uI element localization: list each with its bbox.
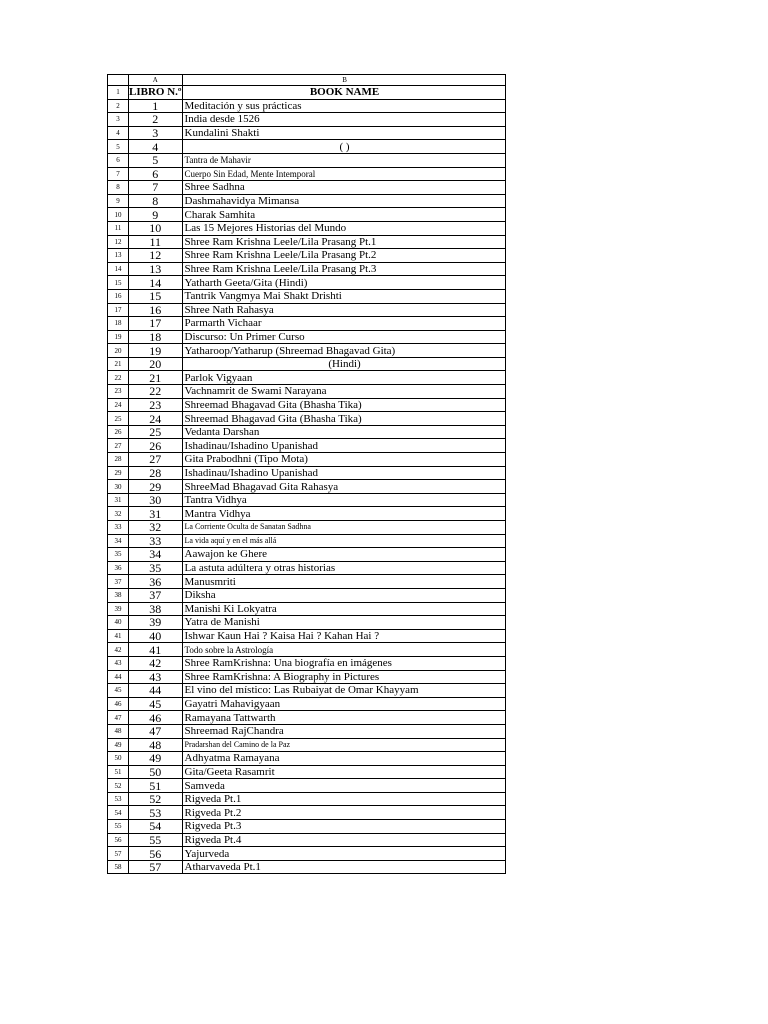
row-number: 7 <box>108 167 129 181</box>
table-row <box>108 221 506 235</box>
book-number: 39 <box>129 616 183 630</box>
table-row <box>108 480 506 494</box>
row-number: 43 <box>108 656 129 670</box>
row-number: 11 <box>108 221 129 235</box>
table-row <box>108 860 506 874</box>
book-name: Dashmahavidya Mimansa <box>182 194 505 208</box>
book-number: 28 <box>129 466 183 480</box>
row-number: 14 <box>108 262 129 276</box>
book-name: Yatharth Geeta/Gita (Hindi) <box>182 276 505 290</box>
row-number: 33 <box>108 521 129 535</box>
book-name: El vino del místico: Las Rubaiyat de Omar Khayyam <box>182 684 505 698</box>
book-number: 47 <box>129 724 183 738</box>
table-row <box>108 833 506 847</box>
book-name: Shree Sadhna <box>182 181 505 195</box>
row-number: 1 <box>108 86 129 100</box>
book-name: Tantra Vidhya <box>182 493 505 507</box>
book-number: 6 <box>129 167 183 181</box>
book-number: 3 <box>129 126 183 140</box>
book-name: Manishi Ki Lokyatra <box>182 602 505 616</box>
book-number: 36 <box>129 575 183 589</box>
table-row <box>108 765 506 779</box>
row-number: 17 <box>108 303 129 317</box>
book-number: 43 <box>129 670 183 684</box>
row-number: 10 <box>108 208 129 222</box>
book-number: 41 <box>129 643 183 657</box>
row-number: 27 <box>108 439 129 453</box>
book-name: Rigveda Pt.1 <box>182 792 505 806</box>
table-row <box>108 466 506 480</box>
table-row <box>108 126 506 140</box>
row-number: 20 <box>108 344 129 358</box>
row-number: 23 <box>108 385 129 399</box>
row-number: 52 <box>108 779 129 793</box>
book-name: Gita/Geeta Rasamrit <box>182 765 505 779</box>
book-name: Rigveda Pt.2 <box>182 806 505 820</box>
book-name: Las 15 Mejores Historias del Mundo <box>182 221 505 235</box>
row-number: 39 <box>108 602 129 616</box>
book-number: 15 <box>129 289 183 303</box>
table-row <box>108 548 506 562</box>
book-name: Shreemad RajChandra <box>182 724 505 738</box>
row-number: 47 <box>108 711 129 725</box>
book-name: Parmarth Vichaar <box>182 317 505 331</box>
row-number: 54 <box>108 806 129 820</box>
book-number: 18 <box>129 330 183 344</box>
table-row <box>108 670 506 684</box>
table-row <box>108 208 506 222</box>
row-number: 22 <box>108 371 129 385</box>
book-name: India desde 1526 <box>182 113 505 127</box>
book-name: Yatharoop/Yatharup (Shreemad Bhagavad Gita) <box>182 344 505 358</box>
book-number: 13 <box>129 262 183 276</box>
table-row <box>108 235 506 249</box>
book-number: 11 <box>129 235 183 249</box>
book-number: 55 <box>129 833 183 847</box>
table-row <box>108 317 506 331</box>
table-row <box>108 493 506 507</box>
sheet-body <box>108 75 506 874</box>
book-name: Vedanta Darshan <box>182 425 505 439</box>
book-number: 2 <box>129 113 183 127</box>
row-number: 34 <box>108 534 129 548</box>
row-number: 53 <box>108 792 129 806</box>
book-number: 27 <box>129 453 183 467</box>
book-name: La astuta adúltera y otras historias <box>182 561 505 575</box>
table-row <box>108 820 506 834</box>
row-number: 36 <box>108 561 129 575</box>
book-name: Diksha <box>182 588 505 602</box>
row-number: 19 <box>108 330 129 344</box>
row-number: 30 <box>108 480 129 494</box>
book-number: 52 <box>129 792 183 806</box>
book-number: 34 <box>129 548 183 562</box>
row-number: 49 <box>108 738 129 752</box>
row-number: 35 <box>108 548 129 562</box>
table-row <box>108 684 506 698</box>
book-number: 38 <box>129 602 183 616</box>
row-number: 55 <box>108 820 129 834</box>
book-name: Yajurveda <box>182 847 505 861</box>
table-row <box>108 398 506 412</box>
book-number: 50 <box>129 765 183 779</box>
row-number: 56 <box>108 833 129 847</box>
row-number: 57 <box>108 847 129 861</box>
book-number: 16 <box>129 303 183 317</box>
book-number: 42 <box>129 656 183 670</box>
book-number: 48 <box>129 738 183 752</box>
book-number: 20 <box>129 357 183 371</box>
corner-cell <box>108 75 129 86</box>
book-name: Manusmriti <box>182 575 505 589</box>
book-number: 45 <box>129 697 183 711</box>
table-row <box>108 738 506 752</box>
row-number: 15 <box>108 276 129 290</box>
book-name: Ishadinau/Ishadino Upanishad <box>182 466 505 480</box>
table-row <box>108 249 506 263</box>
book-name: Kundalini Shakti <box>182 126 505 140</box>
table-row <box>108 561 506 575</box>
book-number: 7 <box>129 181 183 195</box>
book-name: Gita Prabodhni (Tipo Mota) <box>182 453 505 467</box>
book-name: Rigveda Pt.3 <box>182 820 505 834</box>
book-name: Shree Ram Krishna Leele/Lila Prasang Pt.1 <box>182 235 505 249</box>
book-name: Shree RamKrishna: A Biography in Pictures <box>182 670 505 684</box>
book-number: 5 <box>129 153 183 167</box>
book-name: Tantrik Vangmya Mai Shakt Drishti <box>182 289 505 303</box>
row-number: 50 <box>108 752 129 766</box>
book-name: Gayatri Mahavigyaan <box>182 697 505 711</box>
book-number: 8 <box>129 194 183 208</box>
book-number: 29 <box>129 480 183 494</box>
table-row <box>108 289 506 303</box>
book-number: 44 <box>129 684 183 698</box>
book-name: Parlok Vigyaan <box>182 371 505 385</box>
table-row <box>108 181 506 195</box>
row-number: 9 <box>108 194 129 208</box>
book-name: Discurso: Un Primer Curso <box>182 330 505 344</box>
row-number: 25 <box>108 412 129 426</box>
book-name: Shree RamKrishna: Una biografía en imágenes <box>182 656 505 670</box>
table-row <box>108 330 506 344</box>
book-name: Ishadinau/Ishadino Upanishad <box>182 439 505 453</box>
table-row <box>108 303 506 317</box>
book-number: 54 <box>129 820 183 834</box>
book-number: 23 <box>129 398 183 412</box>
table-row <box>108 656 506 670</box>
book-number: 14 <box>129 276 183 290</box>
row-number: 45 <box>108 684 129 698</box>
row-number: 12 <box>108 235 129 249</box>
row-number: 13 <box>108 249 129 263</box>
book-name: Shreemad Bhagavad Gita (Bhasha Tika) <box>182 412 505 426</box>
table-row <box>108 534 506 548</box>
row-number: 3 <box>108 113 129 127</box>
book-name: Meditación y sus prácticas <box>182 99 505 113</box>
table-row <box>108 453 506 467</box>
book-number: 1 <box>129 99 183 113</box>
table-row <box>108 697 506 711</box>
row-number: 44 <box>108 670 129 684</box>
row-number: 37 <box>108 575 129 589</box>
book-name: (Hindi) <box>182 357 505 371</box>
book-number: 53 <box>129 806 183 820</box>
book-name: Ishwar Kaun Hai ? Kaisa Hai ? Kahan Hai ? <box>182 629 505 643</box>
row-number: 28 <box>108 453 129 467</box>
book-name: Shree Nath Rahasya <box>182 303 505 317</box>
table-row <box>108 847 506 861</box>
book-number: 12 <box>129 249 183 263</box>
table-row <box>108 153 506 167</box>
row-number: 51 <box>108 765 129 779</box>
row-number: 26 <box>108 425 129 439</box>
table-row <box>108 752 506 766</box>
table-row <box>108 99 506 113</box>
book-name-header: BOOK NAME <box>182 86 505 100</box>
table-row <box>108 629 506 643</box>
book-name: Yatra de Manishi <box>182 616 505 630</box>
book-number: 17 <box>129 317 183 331</box>
book-number: 22 <box>129 385 183 399</box>
table-row <box>108 357 506 371</box>
table-row <box>108 588 506 602</box>
row-number: 24 <box>108 398 129 412</box>
table-row <box>108 371 506 385</box>
row-number: 8 <box>108 181 129 195</box>
table-row <box>108 792 506 806</box>
book-list-sheet <box>107 74 506 874</box>
row-number: 48 <box>108 724 129 738</box>
table-row <box>108 276 506 290</box>
book-number: 51 <box>129 779 183 793</box>
book-number: 26 <box>129 439 183 453</box>
book-name: Rigveda Pt.4 <box>182 833 505 847</box>
book-name: La vida aquí y en el más allá <box>182 534 505 548</box>
book-number: 30 <box>129 493 183 507</box>
book-name: Atharvaveda Pt.1 <box>182 860 505 874</box>
book-name: ( ) <box>182 140 505 154</box>
book-number: 21 <box>129 371 183 385</box>
book-number: 33 <box>129 534 183 548</box>
book-name: Samveda <box>182 779 505 793</box>
table-row <box>108 643 506 657</box>
table-row <box>108 412 506 426</box>
book-name: Pradarshan del Camino de la Paz <box>182 738 505 752</box>
book-name: Aawajon ke Ghere <box>182 548 505 562</box>
table-row <box>108 575 506 589</box>
header-row <box>108 86 506 100</box>
row-number: 5 <box>108 140 129 154</box>
book-name: Mantra Vidhya <box>182 507 505 521</box>
book-number: 32 <box>129 521 183 535</box>
table-row <box>108 425 506 439</box>
row-number: 46 <box>108 697 129 711</box>
table-row <box>108 262 506 276</box>
book-name: Todo sobre la Astrología <box>182 643 505 657</box>
book-number: 4 <box>129 140 183 154</box>
row-number: 29 <box>108 466 129 480</box>
book-number: 57 <box>129 860 183 874</box>
book-number: 49 <box>129 752 183 766</box>
book-name: Tantra de Mahavir <box>182 153 505 167</box>
column-header-a: A <box>129 75 183 86</box>
book-number: 19 <box>129 344 183 358</box>
row-number: 21 <box>108 357 129 371</box>
book-number: 31 <box>129 507 183 521</box>
table-row <box>108 602 506 616</box>
book-name: Adhyatma Ramayana <box>182 752 505 766</box>
book-name: Charak Samhita <box>182 208 505 222</box>
book-name: Shree Ram Krishna Leele/Lila Prasang Pt.3 <box>182 262 505 276</box>
book-name: La Corriente Oculta de Sanatan Sadhna <box>182 521 505 535</box>
table-row <box>108 167 506 181</box>
table-row <box>108 344 506 358</box>
table-row <box>108 806 506 820</box>
row-number: 42 <box>108 643 129 657</box>
table-row <box>108 439 506 453</box>
book-number: 24 <box>129 412 183 426</box>
row-number: 6 <box>108 153 129 167</box>
table-row <box>108 521 506 535</box>
row-number: 38 <box>108 588 129 602</box>
table-row <box>108 194 506 208</box>
row-number: 2 <box>108 99 129 113</box>
row-number: 41 <box>108 629 129 643</box>
book-number: 56 <box>129 847 183 861</box>
row-number: 32 <box>108 507 129 521</box>
table-row <box>108 140 506 154</box>
table-row <box>108 724 506 738</box>
table-row <box>108 113 506 127</box>
table-row <box>108 711 506 725</box>
book-name: Shree Ram Krishna Leele/Lila Prasang Pt.2 <box>182 249 505 263</box>
table-row <box>108 385 506 399</box>
book-number-header: LIBRO N.º <box>129 86 182 99</box>
book-name: ShreeMad Bhagavad Gita Rahasya <box>182 480 505 494</box>
book-number: 40 <box>129 629 183 643</box>
book-number: 37 <box>129 588 183 602</box>
table-row <box>108 779 506 793</box>
column-header-b: B <box>182 75 505 86</box>
row-number: 58 <box>108 860 129 874</box>
row-number: 16 <box>108 289 129 303</box>
book-name: Vachnamrit de Swami Narayana <box>182 385 505 399</box>
book-number: 35 <box>129 561 183 575</box>
book-number: 46 <box>129 711 183 725</box>
row-number: 18 <box>108 317 129 331</box>
row-number: 31 <box>108 493 129 507</box>
row-number: 40 <box>108 616 129 630</box>
table-row <box>108 616 506 630</box>
book-number: 25 <box>129 425 183 439</box>
book-name: Ramayana Tattwarth <box>182 711 505 725</box>
book-name: Shreemad Bhagavad Gita (Bhasha Tika) <box>182 398 505 412</box>
book-name: Cuerpo Sin Edad, Mente Intemporal <box>182 167 505 181</box>
book-number: 9 <box>129 208 183 222</box>
row-number: 4 <box>108 126 129 140</box>
table-row <box>108 507 506 521</box>
column-header-row <box>108 75 506 86</box>
book-number: 10 <box>129 221 183 235</box>
